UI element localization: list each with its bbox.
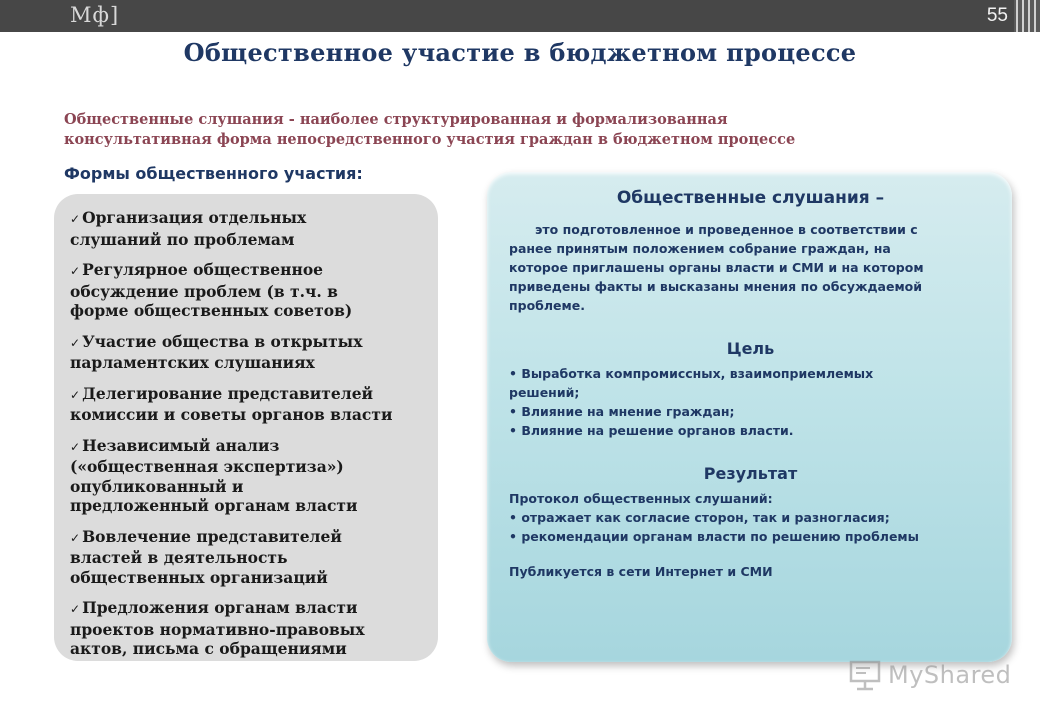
- checkmark-icon: ✓: [70, 335, 81, 350]
- list-item: ✓ Предложения органам власти проектов нормативно-правовых актов, письма с обращениями: [70, 598, 365, 658]
- watermark: [848, 658, 1011, 692]
- list-item: Протокол общественных слушаний:: [509, 491, 773, 506]
- hearings-panel: [487, 172, 1012, 662]
- list-item: решений;: [509, 385, 580, 400]
- list-item: • Выработка компромиссных, взаимоприемлемых: [509, 366, 874, 381]
- presentation-board-icon: [848, 658, 882, 692]
- watermark-text: MyShared: [888, 661, 1012, 689]
- subtitle-line: Общественные слушания - наиболее структурированная и формализованная: [64, 111, 728, 128]
- goal-list: [509, 364, 992, 440]
- list-item: ✓ Участие общества в открытых парламентских слушаниях: [70, 331, 363, 372]
- subtitle: [64, 110, 964, 150]
- list-item: • рекомендации органам власти по решению проблемы: [509, 529, 919, 544]
- checkmark-icon: ✓: [70, 439, 81, 454]
- list-item: ✓ Организация отдельных слушаний по проблемам: [70, 208, 307, 249]
- list-item: • Влияние на мнение граждан;: [509, 404, 735, 419]
- slide-number: 55: [986, 5, 1008, 26]
- list-item: ✓ Регулярное общественное обсуждение проблем (в т.ч. в форме общественных советов): [70, 260, 353, 320]
- result-heading: Результат: [703, 464, 798, 483]
- list-item: ✓ Вовлечение представителей властей в деятельность общественных организаций: [70, 526, 342, 587]
- goal-heading: Цель: [726, 339, 775, 358]
- checkmark-icon: ✓: [70, 264, 81, 278]
- hearings-heading: Общественные слушания –: [616, 188, 885, 208]
- top-bar: [0, 0, 1040, 32]
- slide-number-area: [980, 0, 1040, 32]
- checkmark-icon: ✓: [70, 530, 81, 545]
- slide-title: Общественное участие в бюджетном процессе: [183, 38, 857, 67]
- decorative-stripes: [1014, 0, 1040, 32]
- list-item: ✓ Делегирование представителей комиссии и советы органов власти: [70, 383, 393, 424]
- list-item: • отражает как согласие сторон, так и разногласия;: [509, 510, 890, 525]
- checkmark-icon: ✓: [70, 212, 81, 226]
- published-note: Публикуется в сети Интернет и СМИ: [509, 564, 773, 579]
- list-item: ✓ Независимый анализ («общественная экспертиза») опубликованный и предложенный органам власти: [70, 435, 358, 515]
- forms-heading: Формы общественного участия:: [64, 164, 363, 183]
- hearings-definition: это подготовленное и проведенное в соответствии с ранее принятым положением собрание граждан, на которое приглашены органы власти и СМИ и на котором приведены факты и высказаны мнения по обсуждаемой проблеме.: [509, 222, 924, 313]
- result-list: [509, 489, 992, 546]
- forms-list-panel: [54, 194, 438, 661]
- list-item: • Влияние на решение органов власти.: [509, 423, 794, 438]
- subtitle-line: консультативная форма непосредственного участия граждан в бюджетном процессе: [64, 131, 796, 148]
- checkmark-icon: ✓: [70, 602, 81, 616]
- logo: Мф]: [70, 3, 120, 27]
- checkmark-icon: ✓: [70, 387, 81, 402]
